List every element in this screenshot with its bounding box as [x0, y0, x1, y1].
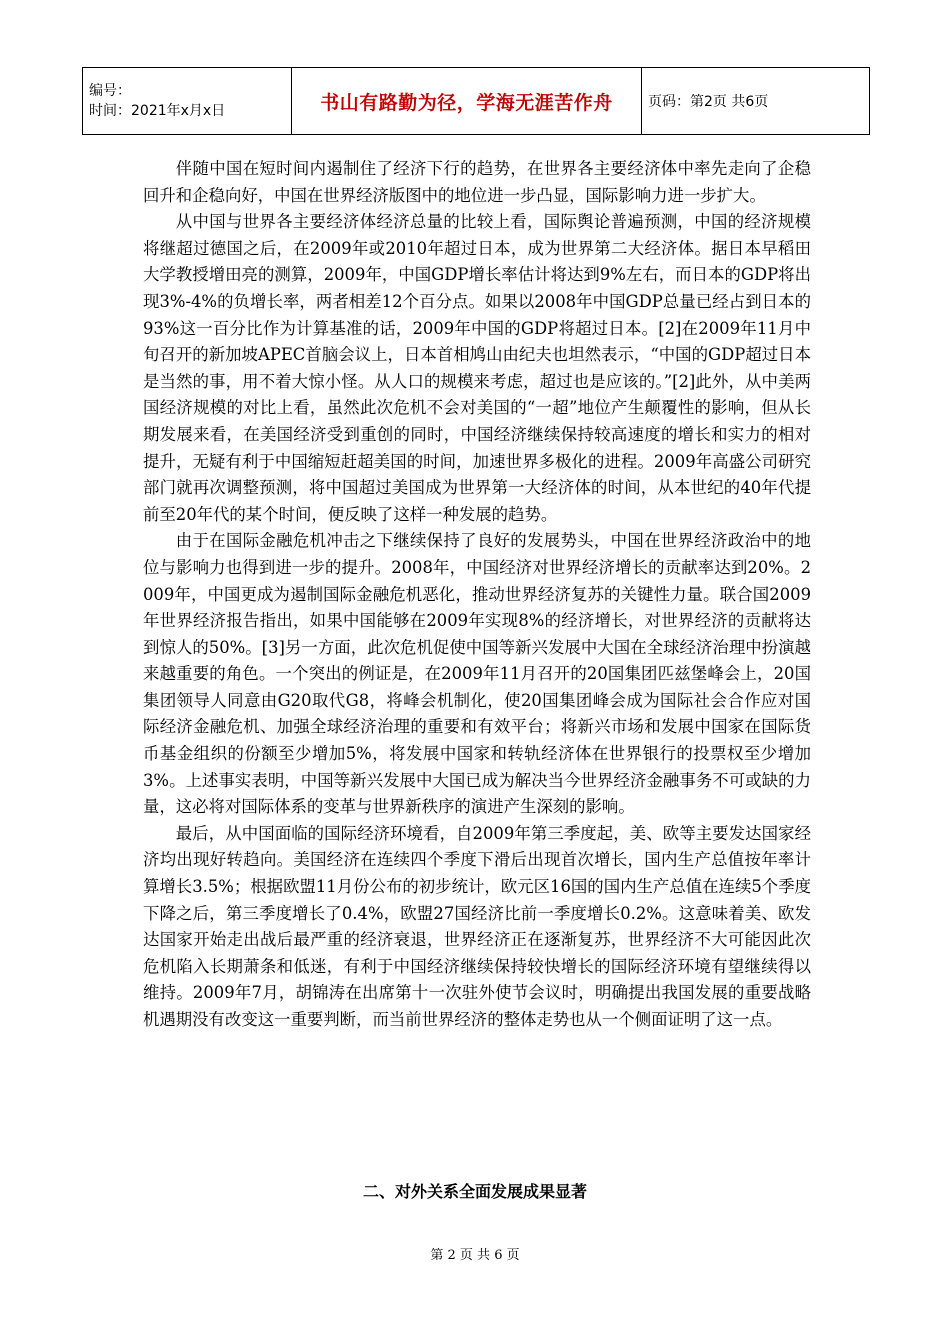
paragraph: 伴随中国在短时间内遏制住了经济下行的趋势，在世界各主要经济体中率先走向了企稳回升和企稳向好，中国在世界经济版图中的地位进一步凸显，国际影响力进一步扩大。: [143, 159, 811, 205]
header-page-number: 页码：第2页 共6页: [642, 68, 870, 135]
document-time-label: 时间：2021年x月x日: [89, 103, 226, 119]
header-meta: [83, 68, 292, 135]
paragraph: 从中国与世界各主要经济体经济总量的比较上看，国际舆论普遍预测，中国的经济规模将继超过德国之后，在2009年或2010年超过日本，成为世界第二大经济体。据日本早稻田大学教授增田亮的测算，2009年，中国GDP增长率估计将达到9%左右，而日本的GDP将出现3%-4%的负增长率，两者相差12个百分点。如果以2008年中国GDP总量已经占到日本的93%这一百分比作为计算基准的话，2009年中国的GDP将超过日本。[2]在2009年11月中旬召开的新加坡APEC首脑会议上，日本首相鸠山由纪夫也坦然表示，“中国的GDP超过日本是当然的事，用不着大惊小怪。从人口的规模来考虑，超过也是应该的。”[2]此外，从中美两国经济规模的对比上看，虽然此次危机不会对美国的“一超”地位产生颠覆性的影响，但从长期发展来看，在美国经济受到重创的同时，中国经济继续保持较高速度的增长和实力的相对提升，无疑有利于中国缩短赶超美国的时间，加速世界多极化的进程。2009年高盛公司研究部门就再次调整预测，将中国超过美国成为世界第一大经济体的时间，从本世纪的40年代提前至20年代的某个时间，便反映了这样一种发展的趋势。: [143, 212, 811, 524]
paragraph: 由于在国际金融危机冲击之下继续保持了良好的发展势头，中国在世界经济政治中的地位与影响力也得到进一步的提升。2008年，中国经济对世界经济增长的贡献率达到20%。2009年，中国更成为遏制国际金融危机恶化，推动世界经济复苏的关键性力量。联合国2009年世界经济报告指出，如果中国能够在2009年实现8%的经济增长，对世界经济的贡献将达到惊人的50%。[3]另一方面，此次危机促使中国等新兴发展中大国在全球经济治理中扮演越来越重要的角色。一个突出的例证是，在2009年11月召开的20国集团匹兹堡峰会上，20国集团领导人同意由G20取代G8，将峰会机制化，使20国集团峰会成为国际社会合作应对国际经济金融危机、加强全球经济治理的重要和有效平台；将新兴市场和发展中国家在国际货币基金组织的份额至少增加5%，将发展中国家和转轨经济体在世界银行的投票权至少增加3%。上述事实表明，中国等新兴发展中大国已成为解决当今世界经济金融事务不可或缺的力量，这必将对国际体系的变革与世界新秩序的演进产生深刻的影响。: [143, 531, 811, 817]
header-motto: 书山有路勤为径，学海无涯苦作舟: [292, 68, 642, 135]
page-header: [82, 67, 870, 135]
document-number-label: 编号：: [89, 83, 131, 99]
page-footer: 第 2 页 共 6 页: [430, 1248, 520, 1263]
paragraph: 最后，从中国面临的国际经济环境看，自2009年第三季度起，美、欧等主要发达国家经济均出现好转趋向。美国经济在连续四个季度下滑后出现首次增长，国内生产总值按年率计算增长3.5%；根据欧盟11月份公布的初步统计，欧元区16国的国内生产总值在连续5个季度下降之后，第三季度增长了0.4%，欧盟27国经济比前一季度增长0.2%。这意味着美、欧发达国家开始走出战后最严重的经济衰退，世界经济正在逐渐复苏，世界经济不大可能因此次危机陷入长期萧条和低迷，有利于中国经济继续保持较快增长的国际经济环境有望继续得以维持。2009年7月，胡锦涛在出席第十一次驻外使节会议时，明确提出我国发展的重要战略机遇期没有改变这一重要判断，而当前世界经济的整体走势也从一个侧面证明了这一点。: [143, 823, 811, 1029]
section-heading: 二、对外关系全面发展成果显著: [362, 1182, 587, 1201]
body-text: [143, 156, 811, 1034]
